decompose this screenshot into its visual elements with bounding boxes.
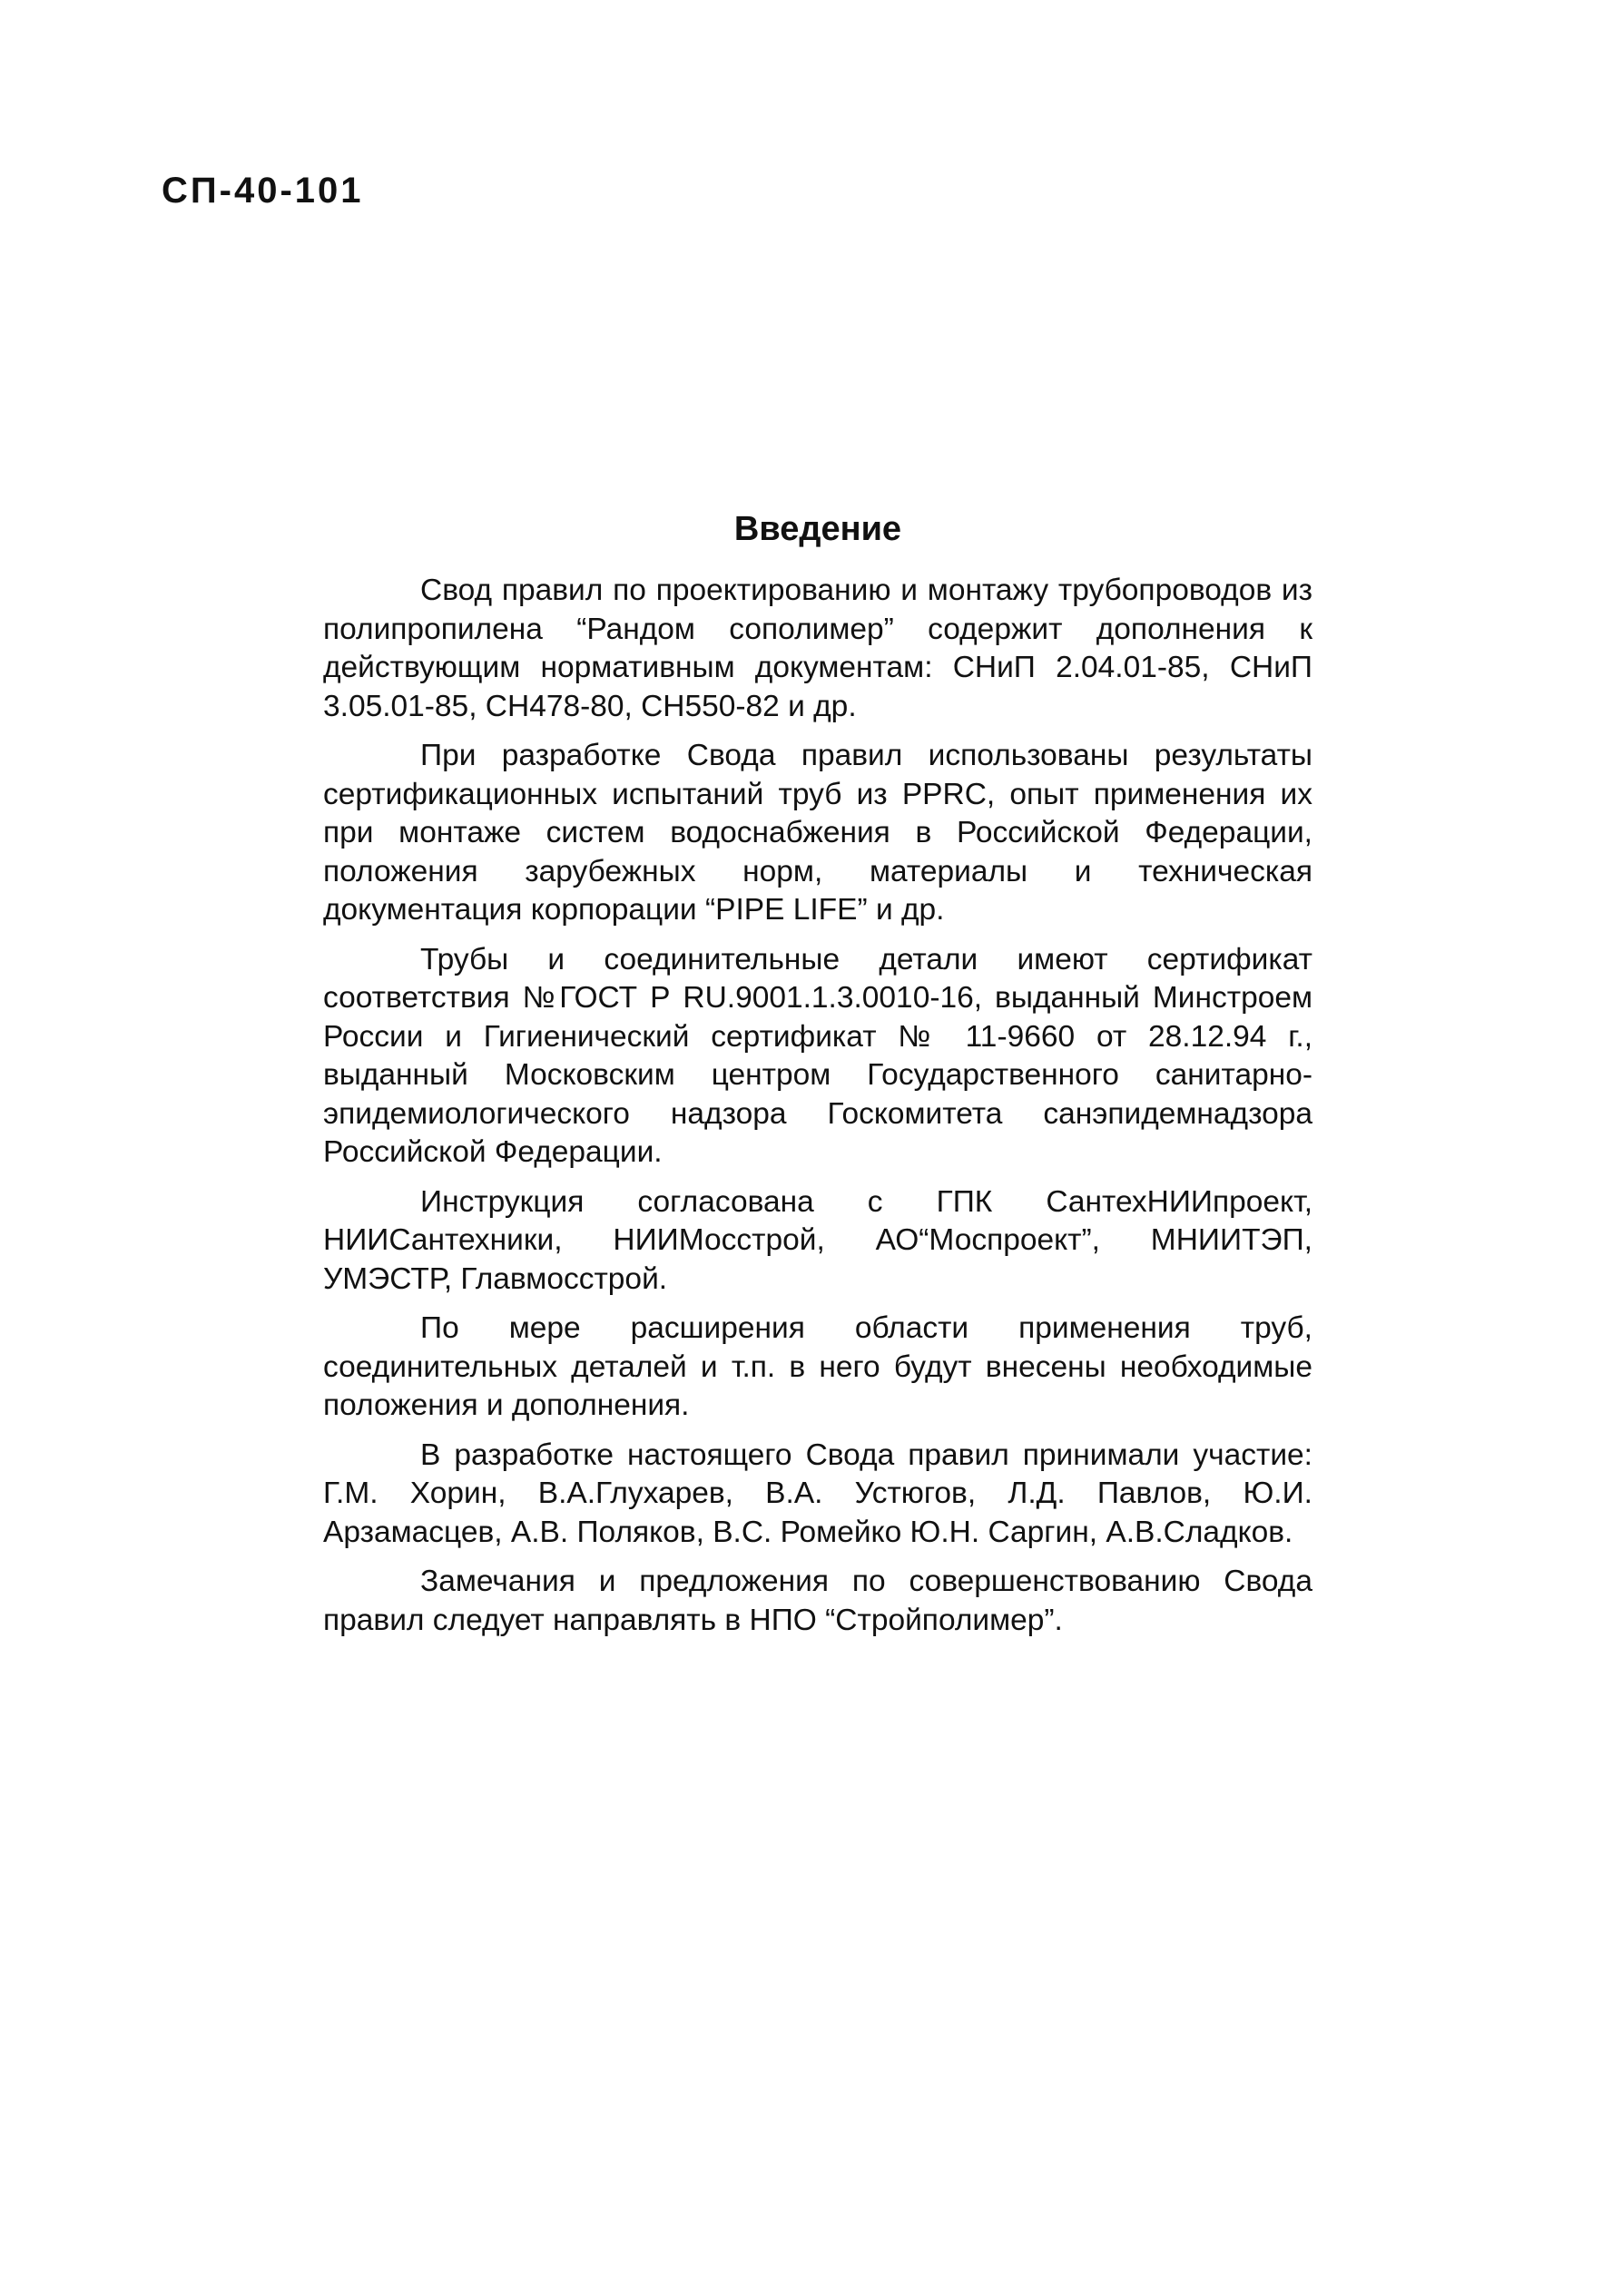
- paragraph-approvals: Инструкция согласована с ГПК СантехНИИпроект, НИИСантехники, НИИМосстрой, АО“Моспроект”, МНИИТЭП, УМЭСТР, Главмосстрой.: [323, 1184, 1312, 1296]
- paragraph-authors: В разработке настоящего Свода правил принимали участие: Г.М. Хорин, В.А.Глухарев, В.А. Устюгов, Л.Д. Павлов, Ю.И. Арзамасцев, А.В. Поляков, В.С. Ромейко Ю.Н. Саргин, А.В.Сладков.: [323, 1437, 1312, 1549]
- paragraph-certificates: Трубы и соединительные детали имеют сертификат соответствия №ГОСТ Р RU.9001.1.3.0010-16, выданный Минстроем России и Гигиенический сертификат № 11-9660 от 28.12.94 г., выданный Московским центром Государственного санитарно-эпидемиологического надзора Госкомитета санэпидемнадзора Российской Федерации.: [323, 942, 1312, 1169]
- body-text: [323, 572, 1312, 1651]
- paragraph-feedback: Замечания и предложения по совершенствованию Свода правил следует направлять в НПО “Стройполимер”.: [323, 1565, 1312, 1637]
- paragraph-future-additions: По мере расширения области применения труб, соединительных деталей и т.п. в него будут внесены необходимые положения и дополнения.: [323, 1311, 1312, 1422]
- paragraph-scope: Свод правил по проектированию и монтажу трубопроводов из полипропилена “Рандом сополимер” содержит дополнения к действующим нормативным документам: СНиП 2.04.01-85, СНиП 3.05.01-85, СН478-80, СН550-82 и др.: [323, 574, 1312, 723]
- section-title: Введение: [733, 510, 902, 548]
- document-code: СП-40-101: [162, 171, 364, 211]
- paragraph-sources: При разработке Свода правил использованы результаты сертификационных испытаний труб из PPRC, опыт применения их при монтаже систем водоснабжения в Российской Федерации, положения зарубежных норм, материалы и техническая документация корпорации “PIPE LIFE” и др.: [323, 739, 1312, 927]
